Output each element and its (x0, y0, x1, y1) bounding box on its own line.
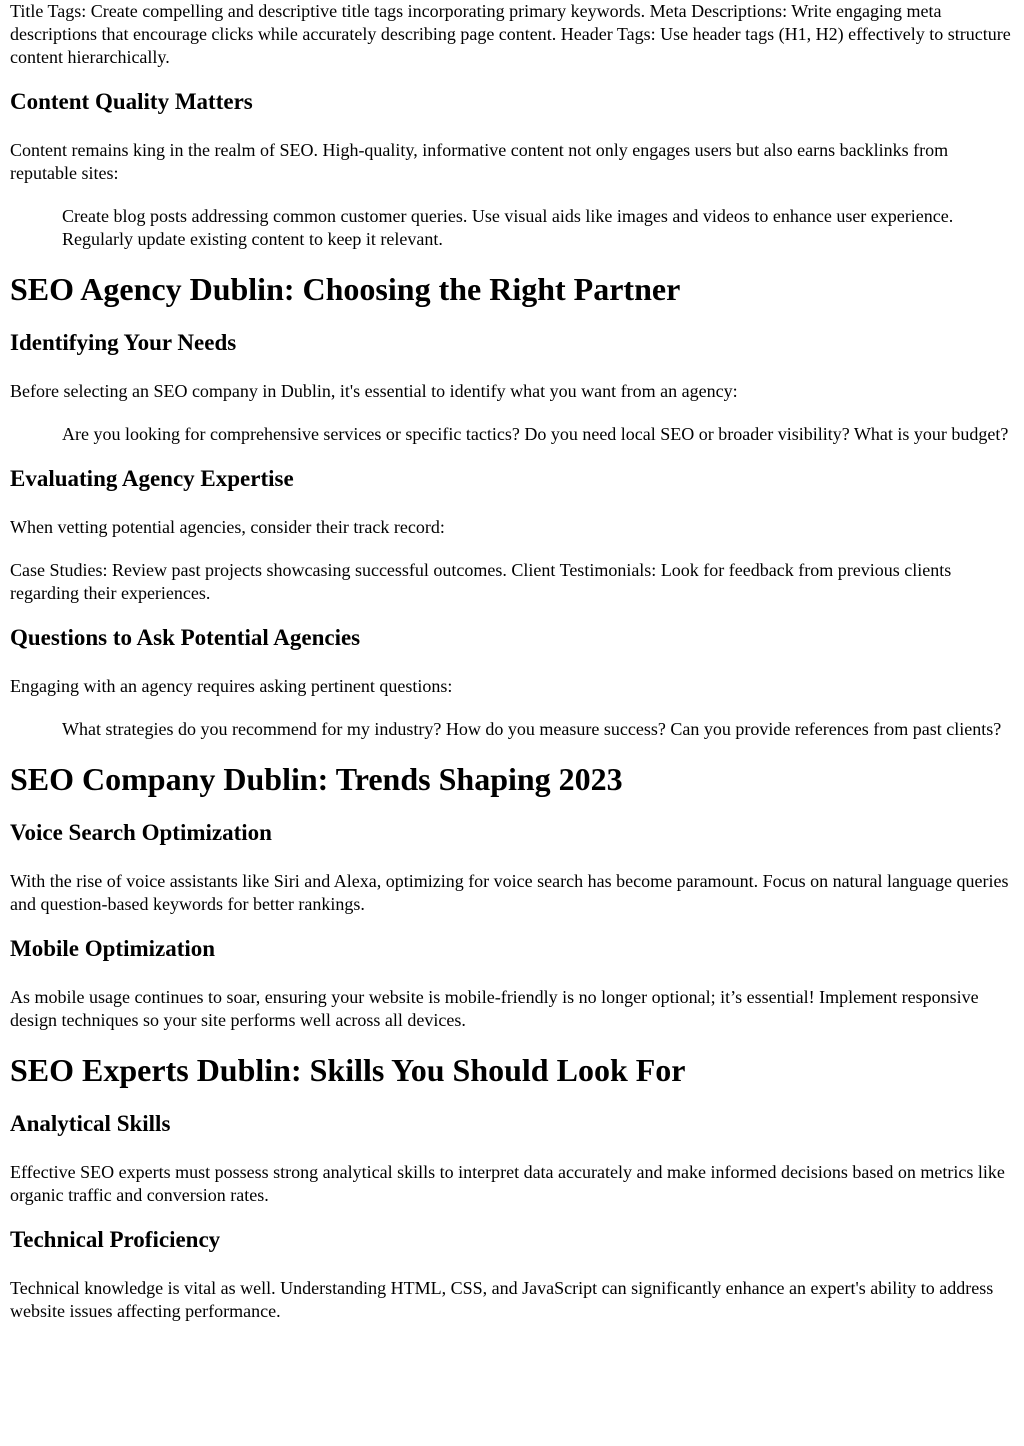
content-quality-heading: Content Quality Matters (10, 89, 253, 114)
needs-quote: Are you looking for comprehensive services or specific tactics? Do you need local SEO or broader visibility? What is your budget? (62, 424, 1009, 444)
expertise-paragraph-2: Case Studies: Review past projects showcasing successful outcomes. Client Testimonials: Look for feedback from previous clients regarding their experiences. (10, 560, 952, 603)
voice-heading: Voice Search Optimization (10, 820, 272, 845)
needs-heading: Identifying Your Needs (10, 330, 237, 355)
expertise-heading: Evaluating Agency Expertise (10, 466, 294, 491)
content-quality-quote: Create blog posts addressing common customer queries. Use visual aids like images and videos to enhance user experience. Regularly update existing content to keep it relevant. (62, 206, 954, 249)
agency-heading: SEO Agency Dublin: Choosing the Right Partner (10, 271, 681, 307)
technical-heading: Technical Proficiency (10, 1227, 221, 1252)
questions-quote: What strategies do you recommend for my industry? How do you measure success? Can you provide references from past clients? (62, 719, 1002, 739)
technical-paragraph: Technical knowledge is vital as well. Understanding HTML, CSS, and JavaScript can significantly enhance an expert's ability to address website issues affecting performance. (10, 1278, 994, 1321)
analytical-paragraph: Effective SEO experts must possess strong analytical skills to interpret data accurately and make informed decisions based on metrics like organic traffic and conversion rates. (10, 1162, 1005, 1205)
mobile-paragraph: As mobile usage continues to soar, ensuring your website is mobile-friendly is no longer optional; it’s essential! Implement responsive design techniques so your site performs well across all devices. (10, 987, 979, 1030)
questions-heading: Questions to Ask Potential Agencies (10, 625, 361, 650)
experts-heading: SEO Experts Dublin: Skills You Should Look For (10, 1052, 686, 1088)
content-quality-paragraph: Content remains king in the realm of SEO. High-quality, informative content not only engages users but also earns backlinks from reputable sites: (10, 140, 949, 183)
questions-paragraph: Engaging with an agency requires asking pertinent questions: (10, 676, 453, 696)
intro-paragraph: Title Tags: Create compelling and descriptive title tags incorporating primary keywords. Meta Descriptions: Write engaging meta descriptions that encourage clicks while accurately describing page content. Header Tags: Use header tags (H1, H2) effectively to structure content hierarchically. (10, 1, 1011, 67)
voice-paragraph: With the rise of voice assistants like Siri and Alexa, optimizing for voice search has become paramount. Focus on natural language queries and question-based keywords for better rankings. (10, 871, 1009, 914)
trends-heading: SEO Company Dublin: Trends Shaping 2023 (10, 761, 623, 797)
analytical-heading: Analytical Skills (10, 1111, 171, 1136)
mobile-heading: Mobile Optimization (10, 936, 216, 961)
needs-paragraph: Before selecting an SEO company in Dublin, it's essential to identify what you want from an agency: (10, 381, 738, 401)
expertise-paragraph: When vetting potential agencies, consider their track record: (10, 517, 445, 537)
